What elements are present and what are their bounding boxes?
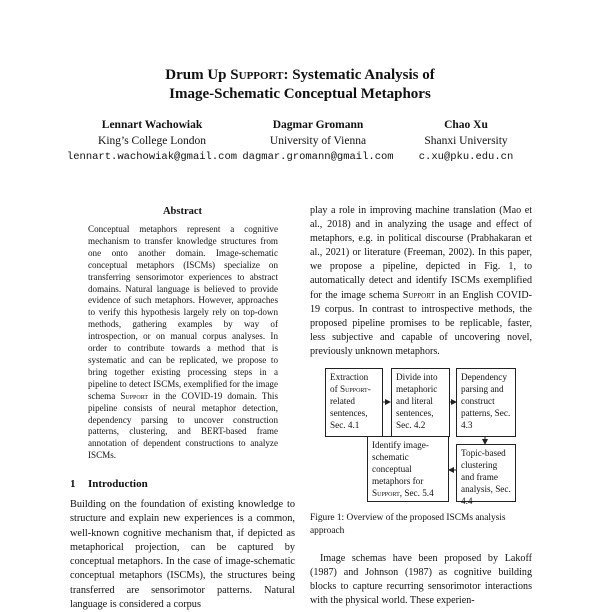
title-support-smallcaps: Support — [230, 67, 284, 83]
author-affiliation: University of Vienna — [269, 135, 367, 147]
right-column-text: play a role in improving machine translation (Mao et al., 2018) and in analyzing the usage and effect of metaphors, e.g. in political discourse (Prabhakaran et al., 2021) or literature (Freeman, 2002). In this paper, we propose a pipeline, depicted in Fig. 1, to automatically detect and identify ISCMs exemplified for the image schema Support in an English COVID-19 corpus. In contrast to introspective methods, the proposed pipeline promises to be replicable, faster, less subjective and capable of uncovering novel, previously unknown metaphors. — [310, 205, 532, 357]
title-line-2: Image-Schematic Conceptual Metaphors — [169, 86, 431, 102]
author-affiliation: Shanxi University — [424, 135, 508, 147]
author-name: Lennart Wachowiak — [101, 119, 203, 131]
figure-box-clustering: Topic-based clustering and frame analysis, Sec. 4.4 — [456, 444, 516, 502]
abstract-heading: Abstract — [162, 206, 203, 217]
section-number: 1 — [70, 478, 76, 490]
author-name: Dagmar Gromann — [272, 119, 364, 131]
author-email: lennart.wachowiak@gmail.com — [66, 151, 238, 163]
figure-box-divide: Divide into metaphoric and literal sentences, Sec. 4.2 — [391, 368, 450, 437]
figure-box-extraction: Extraction of Support-related sentences, Sec. 4.1 — [325, 368, 383, 437]
introduction-text: Building on the foundation of existing knowledge to structure and explain new experiences is a common, well-known cognitive mechanism that, if depicted as metaphorical projection, can be captured by conceptual metaphors. In the case of image-schematic conceptual metaphors (ISCMs), the structures being transferred are sensorimotor patterns. Natural language is considered a corpus — [70, 499, 295, 611]
author-email: c.xu@pku.edu.cn — [418, 151, 514, 163]
author-affiliation: King’s College London — [98, 135, 206, 147]
author-email: dagmar.gromann@gmail.com — [242, 151, 394, 163]
figure-caption: Figure 1: Overview of the proposed ISCMs analysis approach — [310, 513, 506, 536]
title-line-1: Drum Up Support: Systematic Analysis of — [165, 67, 435, 83]
right-column-bottom-text: Image schemas have been proposed by Lakoff (1987) and Johnson (1987) as cognitive building blocks to capture recurring sensorimotor interactions with the physical world. These experien- — [310, 553, 532, 607]
abstract-text: Conceptual metaphors represent a cognitive mechanism to transfer knowledge structures from one onto another domain. Image-schematic conceptual metaphors (ISCMs) specialize on transferring sensorimotor experiences to abstract domains. Natural language is believed to provide evidence of such metaphors. However, approaches to verify this hypothesis largely rely on top-down methods, gathering examples by way of introspection, or on manual corpus analyses. In order to contribute towards a method that is systematic and can be replicated, we propose to bring together existing processing steps in a pipeline to detect ISCMs, exemplified for the image schema Support in the COVID-19 domain. This pipeline consists of neural metaphor detection, dependency parsing to uncover construction patterns, clustering, and BERT-based frame annotation of dependent constructions to analyze ISCMs. — [88, 224, 278, 461]
figure-box-identify: Identify image-schematic conceptual metaphors for Support, Sec. 5.4 — [367, 436, 449, 502]
author-name: Chao Xu — [444, 119, 488, 131]
section-title: Introduction — [88, 478, 148, 490]
figure-box-dependency: Dependency parsing and construct patterns, Sec. 4.3 — [456, 368, 516, 437]
